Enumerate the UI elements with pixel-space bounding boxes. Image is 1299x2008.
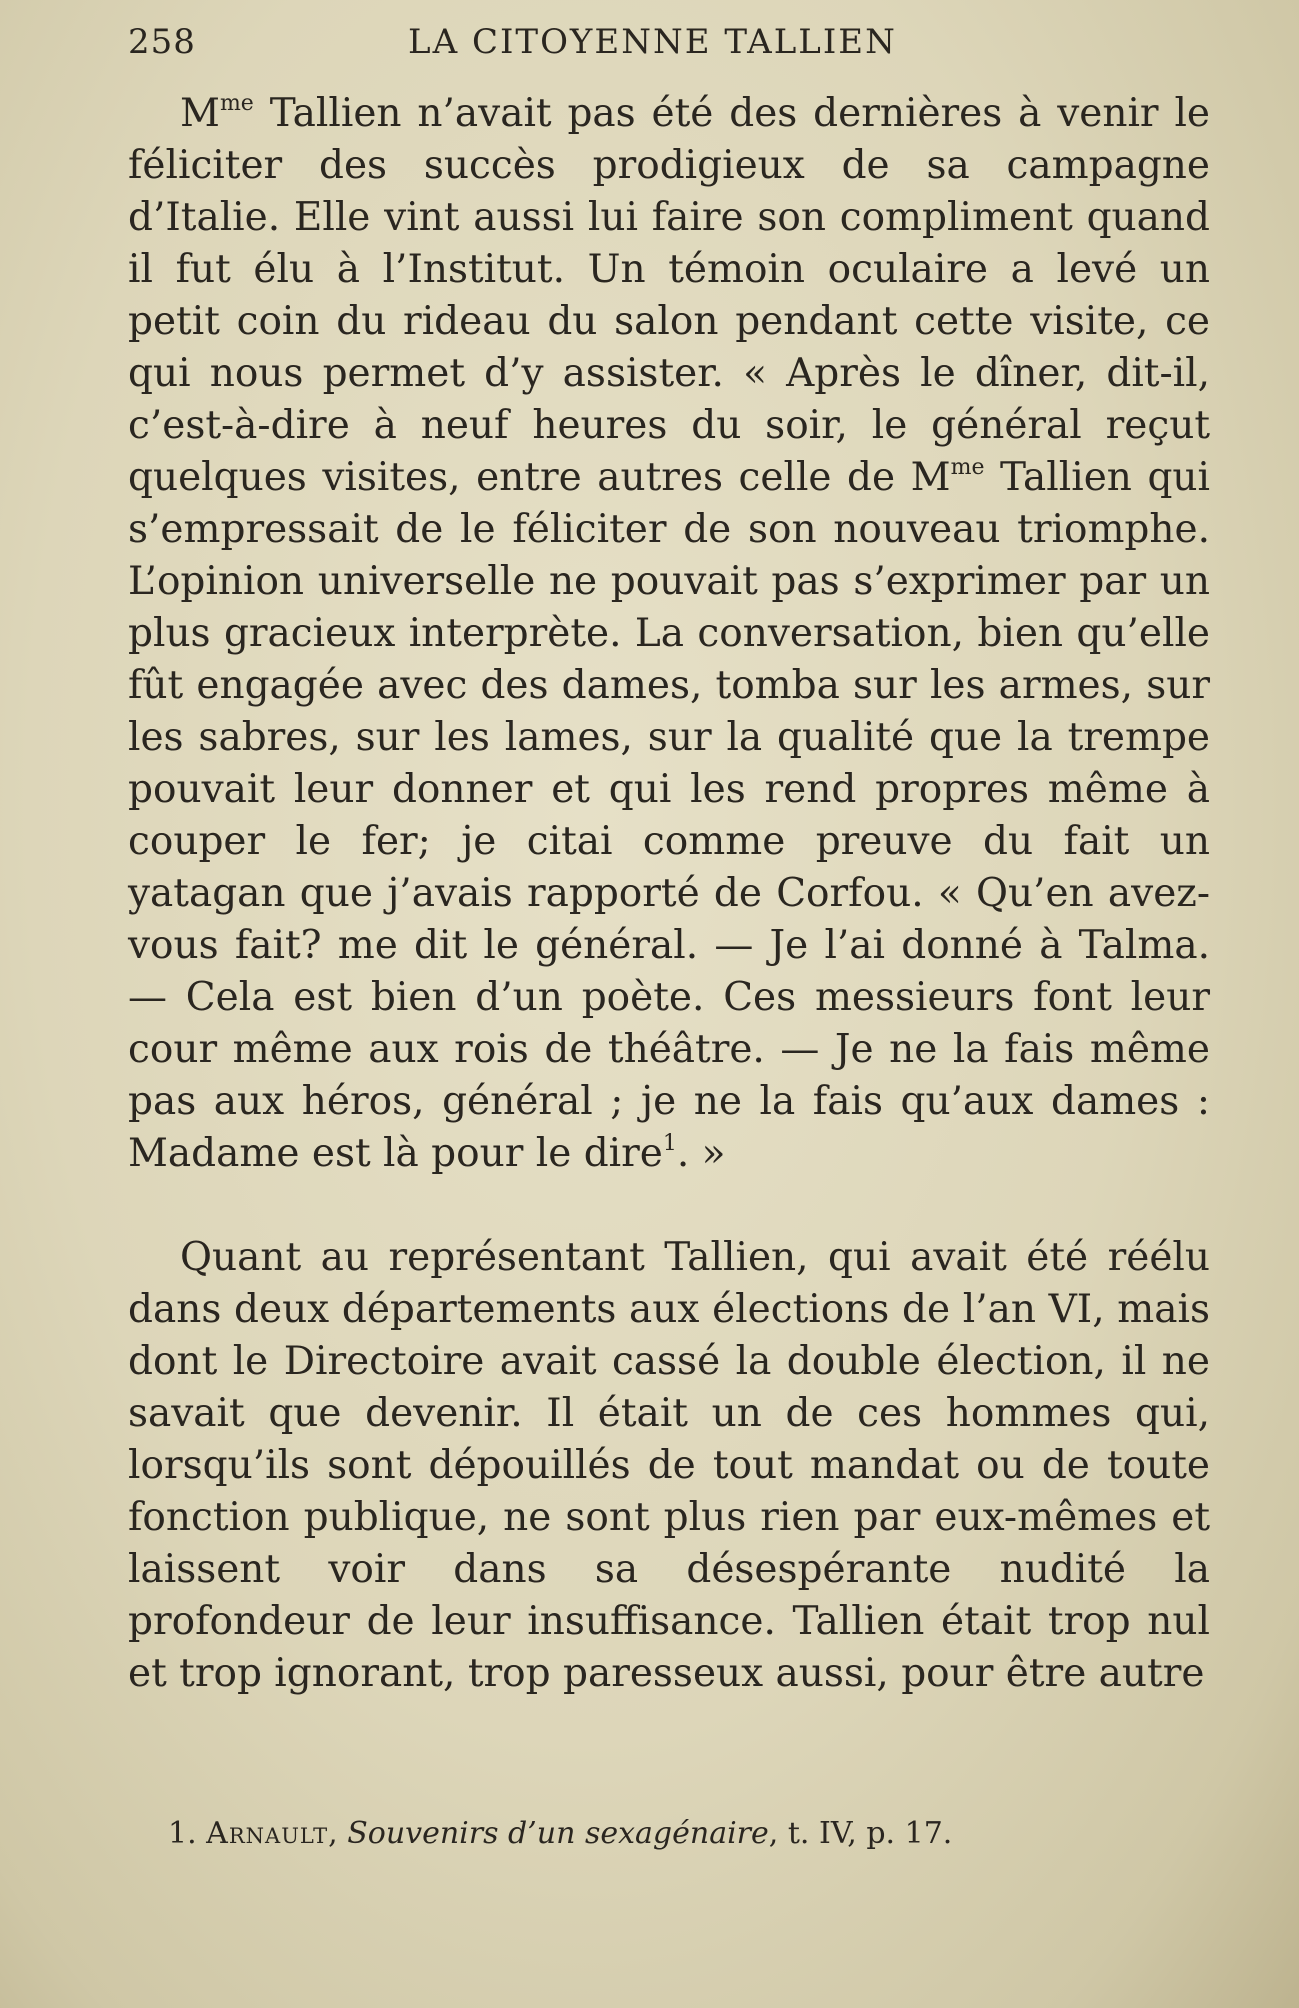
- paragraph-1-text-b: Tallien qui s’empressait de le féliciter de son nouveau triomphe. L’opinion universelle ne pouvait pas s’exprimer par un plus gracieux interprète. La conversation, bien qu’elle fût engagée avec des dames, tomba sur les armes, sur les sabres, sur les lames, sur la qualité que la trempe pouvait leur donner et qui les rend propres même à couper le fer; je citai comme preuve du fait un yatagan que j’avais rapporté de Corfou. « Qu’en avez-vous fait? me dit le général. — Je l’ai donné à Talma. — Cela est bien d’un poète. Ces messieurs font leur cour même aux rois de théâtre. — Je ne la fais même pas aux héros, général ; je ne la fais qu’aux dames : Madame est là pour le dire: [128, 455, 1210, 1176]
- footnote-number: 1.: [168, 1816, 207, 1851]
- paragraph-1-end: . »: [676, 1131, 726, 1176]
- title-abbrev-sup: me: [219, 91, 254, 116]
- title-abbrev-2-sup: me: [950, 455, 985, 480]
- footnote-ref: 1: [662, 1131, 677, 1156]
- footnote-separator: ,: [328, 1816, 348, 1851]
- page-number: 258: [128, 22, 196, 62]
- title-abbrev: M: [180, 91, 220, 136]
- body-text: [128, 88, 1210, 1700]
- footnote-author: Arnault: [206, 1816, 329, 1851]
- running-title: LA CITOYENNE TALLIEN: [408, 22, 897, 62]
- running-header: [128, 22, 1208, 66]
- footnote: [168, 1814, 1208, 1854]
- footnote-work-title: Souvenirs d’un sexagénaire: [347, 1816, 769, 1851]
- footnote-reference: , t. IV, p. 17.: [768, 1816, 953, 1851]
- paragraph-1: [128, 88, 1210, 1180]
- paragraph-1-text-a: Tallien n’avait pas été des dernières à venir le féliciter des succès prodigieux de sa campagne d’Italie. Elle vint aussi lui faire son compliment quand il fut élu à l’Institut. Un témoin oculaire a levé un petit coin du rideau du salon pendant cette visite, ce qui nous permet d’y assister. « Après le dîner, dit-il, c’est-à-dire à neuf heures du soir, le général reçut quelques visites, entre autres celle de: [128, 91, 1210, 500]
- paragraph-2: Quant au représentant Tallien, qui avait été réélu dans deux départements aux élections de l’an VI, mais dont le Directoire avait cassé la double élection, il ne savait que devenir. Il était un de ces hommes qui, lorsqu’ils sont dépouillés de tout mandat ou de toute fonction publique, ne sont plus rien par eux-mêmes et laissent voir dans sa désespérante nudité la profondeur de leur insuffisance. Tallien était trop nul et trop ignorant, trop paresseux aussi, pour être autre: [128, 1235, 1210, 1696]
- title-abbrev-2: M: [910, 455, 951, 500]
